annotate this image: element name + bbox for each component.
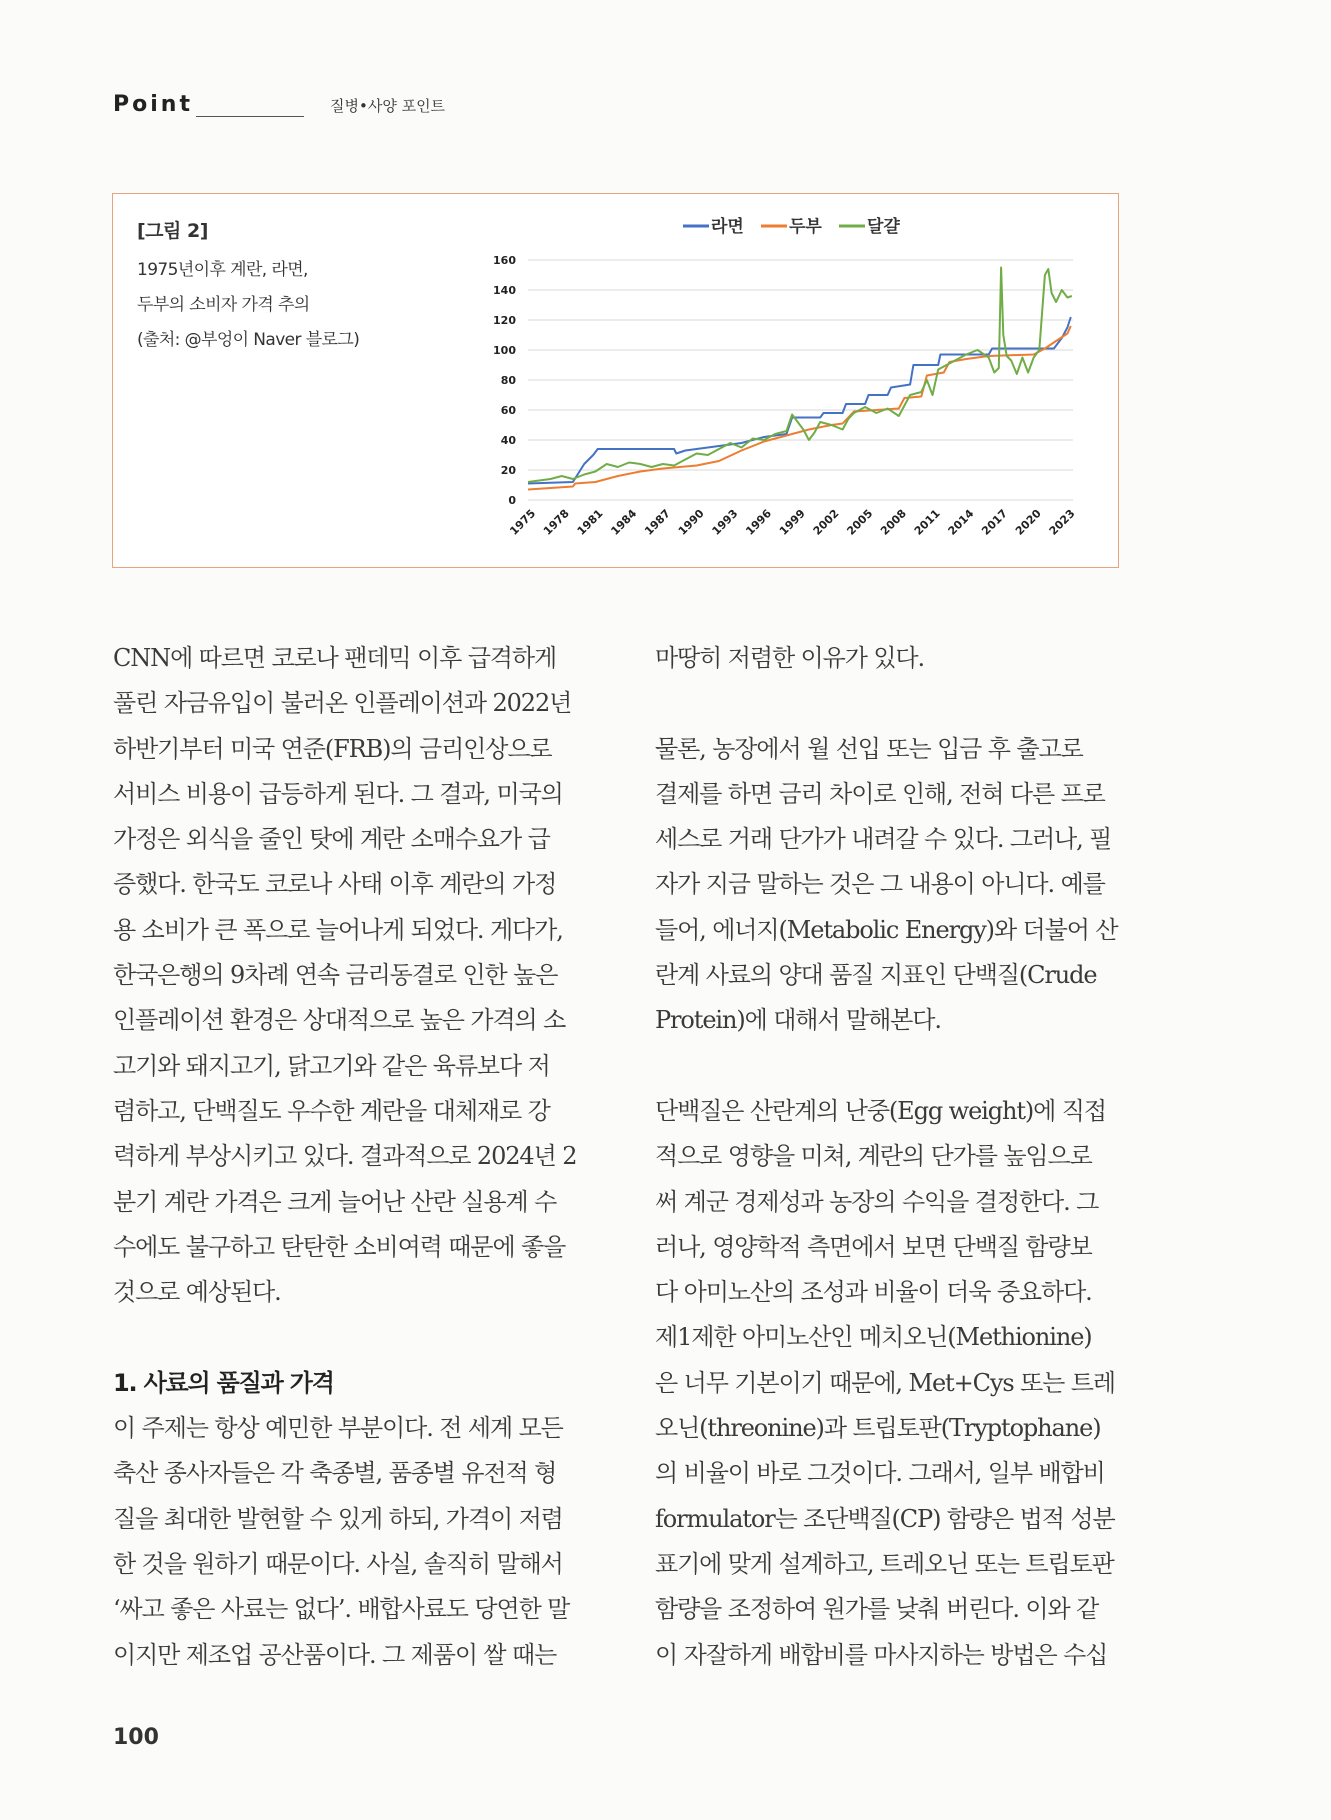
text-line: 풀린 자금유입이 불러온 인플레이션과 2022년 <box>113 689 572 718</box>
text-line: 질을 최대한 발현할 수 있게 하되, 가격이 저렴 <box>113 1504 563 1533</box>
text-line: Protein)에 대해서 말해본다. <box>655 1006 941 1035</box>
figure-title: [그림 2] <box>137 220 208 242</box>
price-trend-chart <box>443 204 1103 559</box>
x-tick-label: 2011 <box>911 506 943 538</box>
x-tick-label: 2014 <box>945 506 977 538</box>
section-heading: 1. 사료의 품질과 가격 <box>113 1368 334 1397</box>
text-line: 증했다. 한국도 코로나 사태 이후 계란의 가정 <box>113 870 557 899</box>
text-line: 서비스 비용이 급등하게 된다. 그 결과, 미국의 <box>113 779 563 808</box>
right-column <box>655 636 1125 1678</box>
text-line: 하반기부터 미국 연준(FRB)의 금리인상으로 <box>113 734 552 763</box>
text-line: 이 자잘하게 배합비를 마사지하는 방법은 수십 <box>655 1640 1108 1669</box>
x-tick-label: 1996 <box>743 506 775 538</box>
x-tick-label: 2017 <box>979 506 1011 538</box>
y-tick-label: 80 <box>500 374 516 387</box>
text-line: 이지만 제조업 공산품이다. 그 제품이 쌀 때는 <box>113 1640 557 1669</box>
y-tick-label: 20 <box>500 464 516 477</box>
text-line: 한 것을 원하기 때문이다. 사실, 솔직히 말해서 <box>113 1549 563 1578</box>
x-tick-label: 1978 <box>540 506 572 538</box>
y-tick-label: 120 <box>493 314 516 327</box>
y-tick-label: 0 <box>508 494 516 507</box>
text-line: 의 비율이 바로 그것이다. 그래서, 일부 배합비 <box>655 1459 1105 1488</box>
x-tick-label: 1990 <box>675 506 707 538</box>
legend-label: 달걀 <box>867 217 900 237</box>
y-tick-label: 160 <box>493 254 516 267</box>
text-line: 축산 종사자들은 각 축종별, 품종별 유전적 형 <box>113 1459 557 1488</box>
text-line: 수에도 불구하고 탄탄한 소비여력 때문에 좋을 <box>113 1232 566 1261</box>
page-number: 100 <box>113 1725 159 1750</box>
text-line: 렴하고, 단백질도 우수한 계란을 대체재로 강 <box>113 1096 550 1125</box>
series-line <box>528 317 1071 484</box>
x-tick-label: 2008 <box>878 506 909 538</box>
figure-caption-line: 1975년이후 계란, 라면, <box>137 260 308 280</box>
paragraph-gap <box>113 1315 583 1360</box>
text-line: 력하게 부상시키고 있다. 결과적으로 2024년 2 <box>113 1142 577 1171</box>
text-line: 란계 사료의 양대 품질 지표인 단백질(Crude <box>655 961 1097 990</box>
text-line: 러나, 영양학적 측면에서 보면 단백질 함량보 <box>655 1232 1092 1261</box>
x-tick-label: 1993 <box>709 506 741 538</box>
figure-caption <box>137 216 397 358</box>
text-line: formulator는 조단백질(CP) 함량은 법적 성분 <box>655 1504 1115 1533</box>
legend-label: 두부 <box>789 217 822 237</box>
x-tick-label: 1975 <box>507 506 539 538</box>
text-line: 다 아미노산의 조성과 비율이 더욱 중요하다. <box>655 1278 1092 1307</box>
x-tick-label: 2005 <box>844 506 876 538</box>
header-section-title: 질병•사양 포인트 <box>330 97 446 115</box>
text-line: 제1제한 아미노산인 메치오닌(Methionine) <box>655 1323 1092 1352</box>
paragraph-gap <box>655 681 1125 726</box>
x-tick-label: 2023 <box>1046 506 1078 538</box>
text-line: 고기와 돼지고기, 닭고기와 같은 육류보다 저 <box>113 1051 550 1080</box>
text-line: 함량을 조정하여 원가를 낮춰 버린다. 이와 같 <box>655 1595 1099 1624</box>
figure-caption-line: 두부의 소비자 가격 추의 <box>137 295 310 315</box>
figure-box <box>112 193 1119 568</box>
text-line: ‘싸고 좋은 사료는 없다’. 배합사료도 당연한 말 <box>113 1595 570 1624</box>
y-tick-label: 100 <box>493 344 516 357</box>
text-line: 가정은 외식을 줄인 탓에 계란 소매수요가 급 <box>113 825 550 854</box>
text-line: 마땅히 저렴한 이유가 있다. <box>655 644 925 672</box>
text-line: 것으로 예상된다. <box>113 1278 281 1307</box>
left-column <box>113 636 583 1678</box>
x-tick-label: 1981 <box>574 506 606 538</box>
x-tick-label: 1987 <box>642 506 673 538</box>
y-tick-label: 60 <box>500 404 516 417</box>
legend-label: 라면 <box>711 217 744 237</box>
x-tick-label: 1984 <box>608 506 640 538</box>
header-divider <box>196 116 304 117</box>
text-line: 물론, 농장에서 월 선입 또는 입금 후 출고로 <box>655 734 1083 763</box>
text-line: 써 계군 경제성과 농장의 수익을 결정한다. 그 <box>655 1187 1099 1216</box>
text-line: 분기 계란 가격은 크게 늘어난 산란 실용계 수 <box>113 1187 557 1216</box>
text-line: 단백질은 산란계의 난중(Egg weight)에 직접 <box>655 1096 1106 1125</box>
figure-caption-line: (출처: @부엉이 Naver 블로그) <box>137 330 360 350</box>
text-line: CNN에 따르면 코로나 팬데믹 이후 급격하게 <box>113 644 557 672</box>
text-line: 한국은행의 9차례 연속 금리동결로 인한 높은 <box>113 961 558 990</box>
text-line: 자가 지금 말하는 것은 그 내용이 아니다. 예를 <box>655 870 1105 899</box>
header-point-label: Point <box>113 92 193 117</box>
text-line: 오닌(threonine)과 트립토판(Tryptophane) <box>655 1414 1101 1443</box>
text-line: 세스로 거래 단가가 내려갈 수 있다. 그러나, 필 <box>655 825 1112 854</box>
text-line: 적으로 영향을 미쳐, 계란의 단가를 높임으로 <box>655 1142 1092 1171</box>
y-tick-label: 40 <box>500 434 516 447</box>
x-tick-label: 2002 <box>810 506 842 538</box>
x-tick-label: 2020 <box>1012 506 1044 538</box>
text-line: 결제를 하면 금리 차이로 인해, 전혀 다른 프로 <box>655 779 1105 808</box>
text-line: 표기에 맞게 설계하고, 트레오닌 또는 트립토판 <box>655 1549 1114 1578</box>
x-tick-label: 1999 <box>776 506 808 538</box>
paragraph-gap <box>655 1044 1125 1089</box>
y-tick-label: 140 <box>493 284 516 297</box>
text-line: 인플레이션 환경은 상대적으로 높은 가격의 소 <box>113 1006 566 1035</box>
text-line: 이 주제는 항상 예민한 부분이다. 전 세계 모든 <box>113 1414 563 1443</box>
text-line: 용 소비가 큰 폭으로 늘어나게 되었다. 게다가, <box>113 915 563 944</box>
text-line: 은 너무 기본이기 때문에, Met+Cys 또는 트레 <box>655 1368 1115 1397</box>
text-line: 들어, 에너지(Metabolic Energy)와 더불어 산 <box>655 915 1118 944</box>
